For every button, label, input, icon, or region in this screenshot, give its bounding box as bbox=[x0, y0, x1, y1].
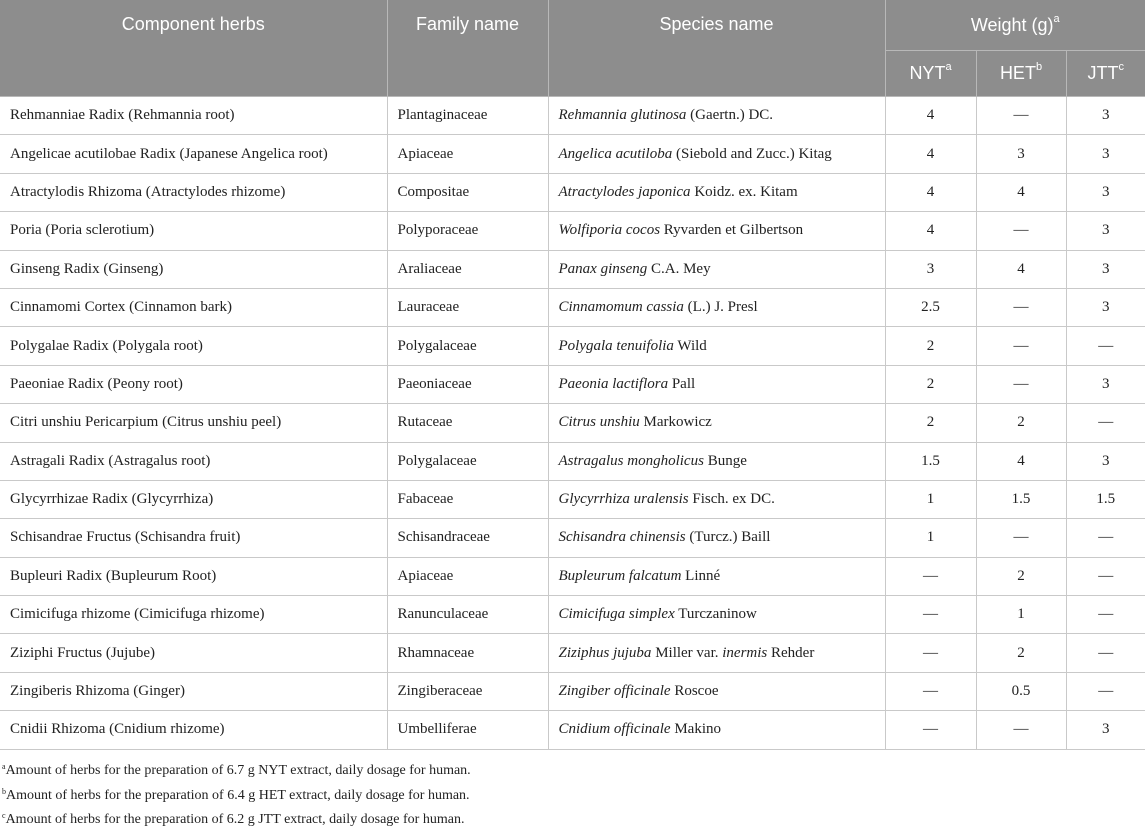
species-name-cell bbox=[548, 442, 885, 480]
species-name-cell bbox=[548, 634, 885, 672]
species-italic-text: inermis bbox=[722, 644, 768, 661]
herb-name-cell: Citri unshiu Pericarpium (Citrus unshiu peel) bbox=[0, 404, 387, 442]
herb-name-cell: Cimicifuga rhizome (Cimicifuga rhizome) bbox=[0, 596, 387, 634]
weight-het-cell: 1.5 bbox=[976, 480, 1066, 518]
family-name-cell: Polygalaceae bbox=[387, 442, 548, 480]
weight-jtt-cell: — bbox=[1066, 596, 1145, 634]
weight-het-cell: — bbox=[976, 288, 1066, 326]
species-italic-text: Bupleurum falcatum bbox=[558, 567, 682, 584]
species-italic-text: Schisandra chinensis bbox=[558, 529, 686, 546]
table-row bbox=[0, 288, 1145, 326]
footnote-mark: c bbox=[2, 811, 6, 820]
weight-nyt-cell: 1 bbox=[885, 480, 976, 518]
footnotes bbox=[2, 757, 471, 831]
weight-nyt-cell: — bbox=[885, 557, 976, 595]
weight-jtt-cell: — bbox=[1066, 557, 1145, 595]
weight-jtt-cell: 3 bbox=[1066, 711, 1145, 749]
species-italic-text: Polygala tenuifolia bbox=[558, 337, 674, 354]
weight-nyt-cell: — bbox=[885, 711, 976, 749]
family-name-cell: Apiaceae bbox=[387, 557, 548, 595]
herb-name-cell: Poria (Poria sclerotium) bbox=[0, 212, 387, 250]
family-name-cell: Polygalaceae bbox=[387, 327, 548, 365]
species-author-text: (L.) J. Presl bbox=[683, 299, 758, 316]
table-row bbox=[0, 557, 1145, 595]
species-author-text: C.A. Mey bbox=[647, 260, 711, 277]
species-author-text: Ryvarden et Gilbertson bbox=[660, 222, 804, 239]
weight-het-cell: — bbox=[976, 711, 1066, 749]
family-name-cell: Umbelliferae bbox=[387, 711, 548, 749]
family-name-cell: Rhamnaceae bbox=[387, 634, 548, 672]
species-italic-text: Cnidium officinale bbox=[558, 721, 671, 738]
species-name-cell bbox=[548, 212, 885, 250]
footnote-mark: b bbox=[2, 786, 6, 796]
family-name-cell: Apiaceae bbox=[387, 135, 548, 173]
weight-het-cell: 3 bbox=[976, 135, 1066, 173]
weight-jtt-cell: 3 bbox=[1066, 442, 1145, 480]
table-row bbox=[0, 480, 1145, 518]
weight-jtt-cell: — bbox=[1066, 634, 1145, 672]
weight-het-cell: 4 bbox=[976, 173, 1066, 211]
weight-jtt-cell: 3 bbox=[1066, 250, 1145, 288]
species-name-cell bbox=[548, 519, 885, 557]
species-author-text: (Gaertn.) DC. bbox=[686, 107, 774, 124]
family-name-cell: Lauraceae bbox=[387, 288, 548, 326]
species-name-cell bbox=[548, 557, 885, 595]
weight-nyt-cell: 3 bbox=[885, 250, 976, 288]
herb-name-cell: Glycyrrhizae Radix (Glycyrrhiza) bbox=[0, 480, 387, 518]
family-name-cell: Araliaceae bbox=[387, 250, 548, 288]
family-name-cell: Paeoniaceae bbox=[387, 365, 548, 403]
table-row bbox=[0, 519, 1145, 557]
weight-jtt-cell: 3 bbox=[1066, 212, 1145, 250]
table-row bbox=[0, 250, 1145, 288]
herb-name-cell: Schisandrae Fructus (Schisandra fruit) bbox=[0, 519, 387, 557]
species-name-cell bbox=[548, 672, 885, 710]
weight-het-cell: 2 bbox=[976, 634, 1066, 672]
weight-jtt-cell: 3 bbox=[1066, 173, 1145, 211]
weight-het-cell: 2 bbox=[976, 404, 1066, 442]
species-italic-text: Paeonia lactiflora bbox=[558, 375, 669, 392]
weight-nyt-cell: 4 bbox=[885, 173, 976, 211]
family-name-cell: Rutaceae bbox=[387, 404, 548, 442]
table-row bbox=[0, 327, 1145, 365]
species-author-text: Roscoe bbox=[670, 683, 719, 700]
species-author-text: Rehder bbox=[767, 644, 815, 661]
species-italic-text: Citrus unshiu bbox=[558, 414, 640, 431]
species-italic-text: Atractylodes japonica bbox=[558, 183, 691, 200]
weight-nyt-cell: — bbox=[885, 634, 976, 672]
family-name-cell: Fabaceae bbox=[387, 480, 548, 518]
weight-nyt-cell: 2 bbox=[885, 365, 976, 403]
table-row bbox=[0, 135, 1145, 173]
footnote-mark: a bbox=[2, 762, 6, 771]
species-name-cell bbox=[548, 288, 885, 326]
weight-het-cell: 0.5 bbox=[976, 672, 1066, 710]
species-author-text: Wild bbox=[673, 337, 707, 354]
family-name-cell: Schisandraceae bbox=[387, 519, 548, 557]
footnote-mark: b bbox=[1035, 61, 1043, 73]
table-row bbox=[0, 634, 1145, 672]
herb-name-cell: Bupleuri Radix (Bupleurum Root) bbox=[0, 557, 387, 595]
species-italic-text: Astragalus mongholicus bbox=[558, 452, 704, 469]
weight-jtt-cell: 3 bbox=[1066, 97, 1145, 135]
weight-jtt-cell: 3 bbox=[1066, 135, 1145, 173]
species-italic-text: Glycyrrhiza uralensis bbox=[558, 491, 689, 508]
herb-name-cell: Cinnamomi Cortex (Cinnamon bark) bbox=[0, 288, 387, 326]
herb-name-cell: Astragali Radix (Astragalus root) bbox=[0, 442, 387, 480]
weight-jtt-cell: — bbox=[1066, 327, 1145, 365]
footnote-mark: c bbox=[1118, 61, 1125, 73]
weight-nyt-cell: — bbox=[885, 596, 976, 634]
weight-nyt-cell: 4 bbox=[885, 97, 976, 135]
weight-het-cell: — bbox=[976, 97, 1066, 135]
footnote bbox=[2, 806, 471, 831]
species-author-text: Makino bbox=[670, 721, 721, 738]
family-name-cell: Plantaginaceae bbox=[387, 97, 548, 135]
table-row bbox=[0, 596, 1145, 634]
footnote-mark: a bbox=[1053, 12, 1060, 25]
weight-nyt-cell: 1 bbox=[885, 519, 976, 557]
weight-het-cell: — bbox=[976, 212, 1066, 250]
footnote-mark: a bbox=[945, 61, 952, 73]
species-author-text: Turczaninow bbox=[674, 606, 757, 623]
herb-name-cell: Ziziphi Fructus (Jujube) bbox=[0, 634, 387, 672]
species-name-cell bbox=[548, 173, 885, 211]
weight-nyt-cell: 2.5 bbox=[885, 288, 976, 326]
family-name-cell: Ranunculaceae bbox=[387, 596, 548, 634]
header-nyt: NYT$^a$ bbox=[885, 51, 976, 97]
footnote-text: Amount of herbs for the preparation of 6.4 g HET extract, daily dosage for human. bbox=[6, 787, 470, 803]
species-italic-text: Ziziphus jujuba bbox=[558, 644, 652, 661]
table-row bbox=[0, 442, 1145, 480]
weight-het-cell: — bbox=[976, 519, 1066, 557]
header-jtt: JTT$^c$ bbox=[1066, 51, 1145, 97]
species-author-text: Bunge bbox=[703, 452, 747, 469]
table-header bbox=[0, 0, 1145, 97]
header-species-name: Species name bbox=[548, 0, 885, 97]
family-name-cell: Zingiberaceae bbox=[387, 672, 548, 710]
weight-jtt-cell: — bbox=[1066, 519, 1145, 557]
table-row bbox=[0, 212, 1145, 250]
species-name-cell bbox=[548, 97, 885, 135]
family-name-cell: Compositae bbox=[387, 173, 548, 211]
weight-jtt-cell: 3 bbox=[1066, 288, 1145, 326]
species-author-text: Fisch. ex DC. bbox=[688, 491, 775, 508]
weight-nyt-cell: 1.5 bbox=[885, 442, 976, 480]
weight-het-cell: 4 bbox=[976, 442, 1066, 480]
species-name-cell bbox=[548, 596, 885, 634]
species-author-text: Markowicz bbox=[639, 414, 712, 431]
species-author-text: Koidz. ex. Kitam bbox=[690, 183, 798, 200]
weight-jtt-cell: — bbox=[1066, 404, 1145, 442]
weight-jtt-cell: — bbox=[1066, 672, 1145, 710]
species-name-cell bbox=[548, 711, 885, 749]
herb-name-cell: Ginseng Radix (Ginseng) bbox=[0, 250, 387, 288]
table-row bbox=[0, 711, 1145, 749]
header-component-herbs: Component herbs bbox=[0, 0, 387, 97]
weight-het-cell: 2 bbox=[976, 557, 1066, 595]
species-author-text: (Siebold and Zucc.) Kitag bbox=[672, 145, 832, 162]
footnote-text: Amount of herbs for the preparation of 6.7 g NYT extract, daily dosage for human. bbox=[5, 763, 471, 778]
herb-name-cell: Atractylodis Rhizoma (Atractylodes rhizome) bbox=[0, 173, 387, 211]
header-het: HET$^b$ bbox=[976, 51, 1066, 97]
species-author-text: Pall bbox=[668, 375, 696, 392]
herb-name-cell: Angelicae acutilobae Radix (Japanese Angelica root) bbox=[0, 135, 387, 173]
species-italic-text: Rehmannia glutinosa bbox=[558, 107, 687, 124]
species-author-text: Linné bbox=[681, 567, 721, 584]
weight-het-cell: — bbox=[976, 365, 1066, 403]
species-name-cell bbox=[548, 250, 885, 288]
species-italic-text: Angelica acutiloba bbox=[558, 145, 673, 162]
herb-name-cell: Rehmanniae Radix (Rehmannia root) bbox=[0, 97, 387, 135]
species-italic-text: Panax ginseng bbox=[558, 260, 648, 277]
table-row bbox=[0, 404, 1145, 442]
species-italic-text: Cinnamomum cassia bbox=[558, 299, 684, 316]
species-name-cell bbox=[548, 480, 885, 518]
weight-het-cell: — bbox=[976, 327, 1066, 365]
footnote-text: Amount of herbs for the preparation of 6.2 g JTT extract, daily dosage for human. bbox=[5, 812, 465, 827]
weight-het-cell: 1 bbox=[976, 596, 1066, 634]
species-name-cell bbox=[548, 365, 885, 403]
species-name-cell bbox=[548, 135, 885, 173]
table-body bbox=[0, 97, 1145, 750]
herb-name-cell: Paeoniae Radix (Peony root) bbox=[0, 365, 387, 403]
species-italic-text: Zingiber officinale bbox=[558, 683, 671, 700]
herb-name-cell: Polygalae Radix (Polygala root) bbox=[0, 327, 387, 365]
footnote bbox=[2, 782, 471, 807]
weight-nyt-cell: — bbox=[885, 672, 976, 710]
table-row bbox=[0, 173, 1145, 211]
weight-jtt-cell: 1.5 bbox=[1066, 480, 1145, 518]
herb-name-cell: Cnidii Rhizoma (Cnidium rhizome) bbox=[0, 711, 387, 749]
table-row bbox=[0, 97, 1145, 135]
species-author-text: (Turcz.) Baill bbox=[685, 529, 771, 546]
weight-nyt-cell: 4 bbox=[885, 135, 976, 173]
species-author-text: Miller var. bbox=[651, 644, 723, 661]
weight-nyt-cell: 4 bbox=[885, 212, 976, 250]
header-family-name: Family name bbox=[387, 0, 548, 97]
footnote bbox=[2, 757, 471, 782]
weight-het-cell: 4 bbox=[976, 250, 1066, 288]
header-weight: Weight $(g)^a$ bbox=[885, 0, 1145, 51]
species-italic-text: Wolfiporia cocos bbox=[558, 222, 661, 239]
species-italic-text: Cimicifuga simplex bbox=[558, 606, 675, 623]
species-name-cell bbox=[548, 404, 885, 442]
weight-nyt-cell: 2 bbox=[885, 404, 976, 442]
family-name-cell: Polyporaceae bbox=[387, 212, 548, 250]
weight-nyt-cell: 2 bbox=[885, 327, 976, 365]
herb-name-cell: Zingiberis Rhizoma (Ginger) bbox=[0, 672, 387, 710]
table-row bbox=[0, 365, 1145, 403]
weight-jtt-cell: 3 bbox=[1066, 365, 1145, 403]
species-name-cell bbox=[548, 327, 885, 365]
table-row bbox=[0, 672, 1145, 710]
